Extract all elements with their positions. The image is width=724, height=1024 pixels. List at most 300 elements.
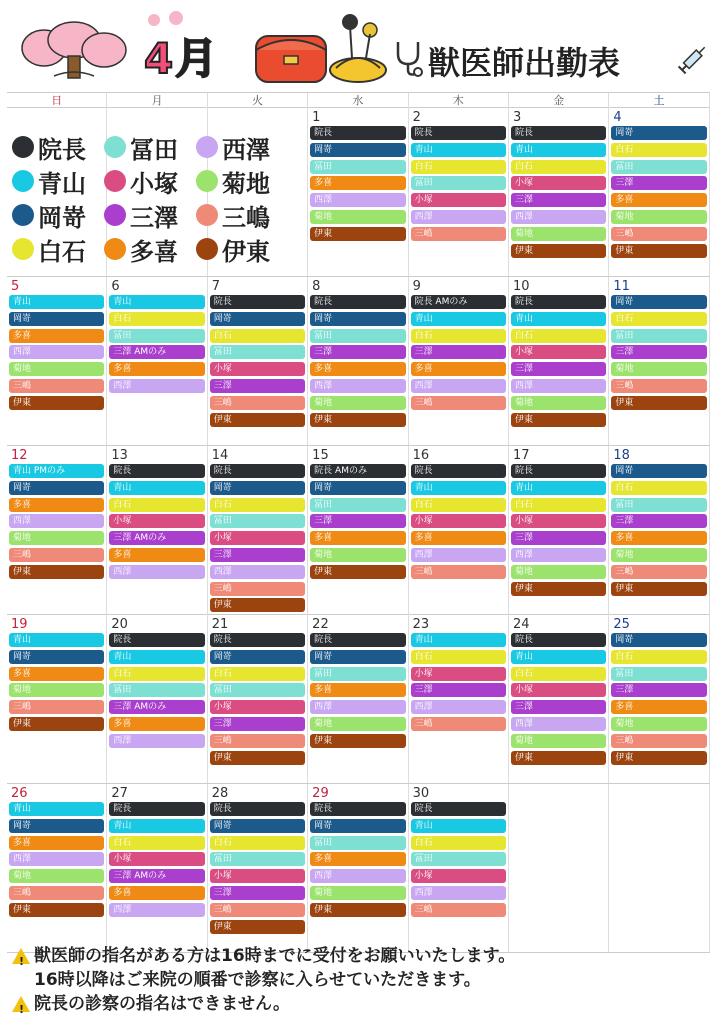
color-dot-icon (196, 204, 218, 226)
shift-bar: 院長 (310, 295, 405, 309)
shift-bar: 三嶋 (9, 548, 104, 562)
shift-bar: 三澤 (210, 379, 305, 393)
note-line (34, 968, 714, 992)
shift-bar: 青山 (109, 819, 204, 833)
shift-bar: 伊東 (210, 413, 305, 427)
shift-bar: 西澤 (411, 210, 506, 224)
shift-bar: 青山 PMのみ (9, 464, 104, 478)
shift-bar: 白石 (411, 650, 506, 664)
shift-bar: 冨田 (310, 498, 405, 512)
shift-bar: 伊東 (210, 598, 305, 612)
shift-bar: 青山 (411, 481, 506, 495)
day-number: 13 (111, 448, 128, 463)
notes (19, 944, 714, 1016)
shift-bar: 多喜 (109, 548, 204, 562)
shift-bar: 菊地 (611, 210, 706, 224)
legend-name: 三澤 (130, 203, 178, 232)
shift-bar: 冨田 (210, 852, 305, 866)
shift-bar: 岡嵜 (210, 819, 305, 833)
shift-bar: 三澤 (310, 345, 405, 359)
color-dot-icon (196, 136, 218, 158)
shift-bar: 菊地 (611, 717, 706, 731)
legend-item (196, 198, 270, 232)
shift-bar: 三嶋 (611, 379, 706, 393)
color-dot-icon (104, 170, 126, 192)
day-cell (308, 615, 408, 783)
shift-bar: 岡嵜 (9, 819, 104, 833)
shift-bar: 三嶋 (411, 227, 506, 241)
day-cell (409, 446, 509, 615)
shift-bar: 三澤 (210, 886, 305, 900)
page-title: 獣医師出勤表 (428, 44, 621, 82)
shift-bar: 西澤 (411, 700, 506, 714)
shift-bar: 青山 (411, 633, 506, 647)
day-number: 28 (211, 786, 229, 801)
shift-bar: 院長 (210, 464, 305, 478)
shift-bar: 多喜 (9, 329, 104, 343)
shift-bar: 白石 (109, 498, 204, 512)
shift-bar: 西澤 (109, 565, 204, 579)
shift-bar: 小塚 (511, 514, 606, 528)
shift-bar: 三嶋 (411, 717, 506, 731)
shift-bar: 西澤 (310, 193, 405, 207)
color-dot-icon (12, 136, 34, 158)
day-number: 23 (412, 617, 430, 632)
weekday-label: 木 (409, 93, 509, 108)
day-cell (208, 277, 308, 445)
day-cell (7, 784, 107, 952)
weekday-header (7, 92, 710, 108)
shift-bar: 多喜 (9, 667, 104, 681)
shift-bar: 三澤 AMのみ (109, 345, 204, 359)
shift-bar: 白石 (210, 498, 305, 512)
shift-bar: 青山 (411, 143, 506, 157)
shift-bar: 三澤 (310, 514, 405, 528)
shift-bar: 小塚 (210, 362, 305, 376)
shift-bar: 三嶋 (611, 734, 706, 748)
shift-bar: 白石 (411, 498, 506, 512)
shift-bar: 西澤 (310, 700, 405, 714)
shift-bar: 伊東 (9, 903, 104, 917)
legend-name: 小塚 (130, 169, 178, 198)
shift-bar: 菊地 (511, 396, 606, 410)
shift-bar: 院長 (210, 802, 305, 816)
shift-bar: 西澤 (109, 379, 204, 393)
shift-bar: 冨田 (310, 329, 405, 343)
legend-item (12, 130, 86, 164)
shift-bar: 岡嵜 (210, 650, 305, 664)
shift-bar: 岡嵜 (611, 295, 706, 309)
note-text: 16時以降はご来院の順番で診察に入らせていただきます。 (34, 970, 481, 990)
day-number: 9 (412, 279, 421, 294)
legend-item (104, 164, 178, 198)
shift-bar: 小塚 (210, 700, 305, 714)
shift-bar: 小塚 (109, 852, 204, 866)
shift-bar: 菊地 (9, 362, 104, 376)
day-cell (609, 784, 709, 952)
shift-bar: 多喜 (310, 852, 405, 866)
shift-bar: 白石 (210, 667, 305, 681)
shift-bar: 伊東 (210, 751, 305, 765)
shift-bar: 院長 (411, 802, 506, 816)
shift-bar: 多喜 (109, 886, 204, 900)
shift-bar: 白石 (511, 667, 606, 681)
cherry-blossom-tree-icon (14, 18, 134, 84)
legend-name: 青山 (38, 169, 86, 198)
note-line (12, 992, 714, 1016)
shift-bar: 三澤 (511, 700, 606, 714)
day-number: 21 (211, 617, 229, 632)
shift-bar: 菊地 (611, 548, 706, 562)
day-cell (509, 784, 609, 952)
shift-bar: 菊地 (511, 227, 606, 241)
shift-bar: 青山 (411, 312, 506, 326)
day-number: 7 (211, 279, 221, 294)
shift-bar: 岡嵜 (611, 126, 706, 140)
day-cell (509, 108, 609, 276)
day-number: 6 (111, 279, 120, 294)
shift-bar: 岡嵜 (9, 312, 104, 326)
day-cell (107, 615, 207, 783)
color-dot-icon (104, 136, 126, 158)
shift-bar: 伊東 (310, 734, 405, 748)
day-cell (107, 784, 207, 952)
legend-item (196, 130, 270, 164)
shift-bar: 西澤 (411, 886, 506, 900)
shift-bar: 菊地 (9, 683, 104, 697)
shift-bar: 多喜 (611, 700, 706, 714)
day-number: 11 (613, 279, 630, 294)
shift-bar: 岡嵜 (210, 312, 305, 326)
color-dot-icon (12, 204, 34, 226)
shift-bar: 三嶋 (210, 396, 305, 410)
shift-bar: 白石 (511, 160, 606, 174)
shift-bar: 西澤 (511, 548, 606, 562)
shift-bar: 白石 (611, 312, 706, 326)
shift-bar: 冨田 (210, 345, 305, 359)
shift-bar: 院長 (310, 633, 405, 647)
shift-bar: 院長 (210, 295, 305, 309)
shift-bar: 冨田 (109, 329, 204, 343)
shift-bar: 西澤 (109, 734, 204, 748)
day-cell (609, 108, 709, 276)
shift-bar: 小塚 (411, 514, 506, 528)
day-number: 26 (11, 786, 28, 801)
legend-name: 冨田 (130, 135, 178, 164)
day-number: 20 (111, 617, 128, 632)
day-number: 29 (312, 786, 329, 801)
shift-bar: 三澤 (611, 176, 706, 190)
day-number: 25 (613, 617, 630, 632)
legend-item (12, 164, 86, 198)
shift-bar: 小塚 (210, 531, 305, 545)
shift-bar: 多喜 (9, 836, 104, 850)
shift-bar: 西澤 (411, 548, 506, 562)
shift-bar: 冨田 (611, 160, 706, 174)
shift-bar: 多喜 (611, 193, 706, 207)
shift-bar: 院長 (310, 126, 405, 140)
shift-bar: 伊東 (9, 396, 104, 410)
shift-bar: 多喜 (310, 531, 405, 545)
legend-item (104, 198, 178, 232)
weekday-label: 日 (7, 93, 107, 108)
legend-name: 多喜 (130, 237, 178, 266)
shift-bar: 院長 (210, 633, 305, 647)
day-cell (308, 277, 408, 445)
shift-bar: 三澤 (411, 683, 506, 697)
shift-bar: 伊東 (310, 903, 405, 917)
hat-and-tulips-icon (326, 12, 388, 88)
shift-bar: 伊東 (9, 717, 104, 731)
day-cell (409, 784, 509, 952)
legend-name: 白石 (38, 237, 86, 266)
shift-bar: 院長 AMのみ (310, 464, 405, 478)
weekday-label: 水 (308, 93, 408, 108)
weekday-label: 金 (509, 93, 609, 108)
day-cell (609, 615, 709, 783)
shift-bar: 多喜 (9, 498, 104, 512)
day-cell (107, 277, 207, 445)
calendar-week (7, 277, 710, 446)
shift-bar: 伊東 (611, 396, 706, 410)
color-dot-icon (196, 170, 218, 192)
shift-bar: 三嶋 (411, 565, 506, 579)
day-cell (409, 615, 509, 783)
shift-bar: 岡嵜 (310, 819, 405, 833)
shift-bar: 白石 (411, 836, 506, 850)
shift-bar: 伊東 (9, 565, 104, 579)
day-number: 22 (312, 617, 329, 632)
day-cell (208, 446, 308, 615)
shift-bar: 多喜 (611, 531, 706, 545)
day-number: 4 (613, 110, 622, 125)
shift-bar: 三澤 AMのみ (109, 531, 204, 545)
shift-bar: 伊東 (310, 565, 405, 579)
shift-bar: 白石 (411, 160, 506, 174)
shift-bar: 西澤 (109, 903, 204, 917)
shift-bar: 院長 (109, 633, 204, 647)
legend-item (196, 232, 270, 266)
shift-bar: 冨田 (611, 498, 706, 512)
shift-bar: 三澤 (411, 345, 506, 359)
shift-bar: 三澤 (511, 362, 606, 376)
shift-bar: 多喜 (411, 531, 506, 545)
shift-bar: 菊地 (611, 362, 706, 376)
shift-bar: 西澤 (9, 852, 104, 866)
day-number: 17 (512, 448, 530, 463)
day-cell (609, 277, 709, 445)
shift-bar: 伊東 (511, 244, 606, 258)
shift-bar: 伊東 (611, 751, 706, 765)
color-dot-icon (196, 238, 218, 260)
shift-bar: 西澤 (9, 514, 104, 528)
day-number: 2 (412, 110, 421, 125)
shift-bar: 院長 (411, 464, 506, 478)
shift-bar: 三澤 (210, 548, 305, 562)
shift-bar: 三澤 (210, 717, 305, 731)
shift-bar: 三澤 AMのみ (109, 869, 204, 883)
shift-bar: 三嶋 (210, 903, 305, 917)
shift-bar: 白石 (109, 836, 204, 850)
shift-bar: 西澤 (310, 869, 405, 883)
day-cell (409, 108, 509, 276)
shift-bar: 西澤 (210, 565, 305, 579)
shift-bar: 菊地 (310, 548, 405, 562)
shift-bar: 白石 (411, 329, 506, 343)
shift-bar: 白石 (109, 312, 204, 326)
shift-bar: 三澤 (511, 193, 606, 207)
shift-bar: 白石 (210, 329, 305, 343)
shift-bar: 青山 (9, 802, 104, 816)
shift-bar: 菊地 (511, 565, 606, 579)
legend-name: 西澤 (222, 135, 270, 164)
shift-bar: 冨田 (611, 667, 706, 681)
shift-bar: 岡嵜 (310, 481, 405, 495)
day-cell (7, 277, 107, 445)
legend-item (104, 232, 178, 266)
shift-bar: 多喜 (109, 717, 204, 731)
day-cell (509, 446, 609, 615)
day-cell (308, 784, 408, 952)
shift-bar: 西澤 (511, 210, 606, 224)
shift-bar: 三嶋 (611, 227, 706, 241)
note-text: 院長の診察の指名はできません。 (34, 994, 291, 1014)
legend-item (196, 164, 270, 198)
day-number: 14 (211, 448, 229, 463)
shift-bar: 伊東 (611, 582, 706, 596)
legend-name: 伊東 (222, 237, 270, 266)
shift-bar: 菊地 (9, 531, 104, 545)
shift-bar: 院長 AMのみ (411, 295, 506, 309)
shift-bar: 院長 (511, 464, 606, 478)
day-number: 24 (512, 617, 530, 632)
day-number: 18 (613, 448, 630, 463)
day-number: 16 (412, 448, 430, 463)
shift-bar: 小塚 (411, 869, 506, 883)
day-number: 8 (312, 279, 321, 294)
staff-legend (12, 130, 284, 280)
day-cell (509, 277, 609, 445)
shift-bar: 白石 (611, 481, 706, 495)
legend-name: 菊地 (222, 169, 270, 198)
shift-bar: 青山 (109, 650, 204, 664)
shift-bar: 青山 (511, 143, 606, 157)
shift-bar: 小塚 (411, 667, 506, 681)
school-bag-icon (250, 26, 332, 86)
shift-bar: 岡嵜 (611, 633, 706, 647)
shift-bar: 青山 (511, 481, 606, 495)
shift-bar: 伊東 (310, 413, 405, 427)
shift-bar: 西澤 (310, 379, 405, 393)
day-cell (308, 446, 408, 615)
legend-item (12, 232, 86, 266)
shift-bar: 菊地 (9, 869, 104, 883)
shift-bar: 青山 (9, 633, 104, 647)
shift-bar: 岡嵜 (9, 481, 104, 495)
weekday-label: 火 (208, 93, 308, 108)
weekday-label: 土 (609, 93, 709, 108)
day-number: 27 (111, 786, 128, 801)
shift-bar: 三嶋 (9, 379, 104, 393)
shift-bar: 西澤 (511, 717, 606, 731)
shift-bar: 伊東 (511, 582, 606, 596)
shift-bar: 白石 (611, 143, 706, 157)
shift-bar: 白石 (210, 836, 305, 850)
day-cell (107, 446, 207, 615)
shift-bar: 小塚 (511, 345, 606, 359)
shift-bar: 院長 (109, 802, 204, 816)
shift-bar: 三嶋 (9, 700, 104, 714)
shift-bar: 院長 (310, 802, 405, 816)
shift-bar: 白石 (109, 667, 204, 681)
day-cell (7, 446, 107, 615)
shift-bar: 三澤 (611, 345, 706, 359)
shift-bar: 院長 (511, 126, 606, 140)
shift-bar: 白石 (511, 498, 606, 512)
shift-bar: 冨田 (611, 329, 706, 343)
note-line (12, 944, 714, 968)
syringe-icon (672, 40, 712, 80)
shift-bar: 白石 (511, 329, 606, 343)
day-number: 15 (312, 448, 329, 463)
weekday-label: 月 (107, 93, 207, 108)
shift-bar: 院長 (511, 633, 606, 647)
shift-bar: 菊地 (310, 717, 405, 731)
shift-bar: 伊東 (310, 227, 405, 241)
day-cell (208, 784, 308, 952)
day-cell (7, 615, 107, 783)
calendar-week (7, 615, 710, 784)
shift-bar: 小塚 (411, 193, 506, 207)
day-cell (509, 615, 609, 783)
shift-bar: 多喜 (109, 362, 204, 376)
shift-bar: 冨田 (210, 514, 305, 528)
shift-bar: 冨田 (411, 852, 506, 866)
shift-bar: 青山 (411, 819, 506, 833)
shift-bar: 岡嵜 (310, 143, 405, 157)
shift-bar: 伊東 (511, 751, 606, 765)
header (0, 0, 724, 92)
shift-bar: 岡嵜 (611, 464, 706, 478)
shift-bar: 多喜 (411, 362, 506, 376)
shift-bar: 菊地 (310, 886, 405, 900)
shift-bar: 青山 (109, 295, 204, 309)
note-text: 獣医師の指名がある方は16時までに受付をお願いいたします。 (34, 946, 516, 966)
shift-bar: 冨田 (310, 160, 405, 174)
shift-bar: 三嶋 (411, 396, 506, 410)
shift-bar: 青山 (511, 312, 606, 326)
shift-bar: 小塚 (109, 514, 204, 528)
shift-bar: 多喜 (310, 176, 405, 190)
shift-bar: 西澤 (411, 379, 506, 393)
shift-bar: 冨田 (310, 836, 405, 850)
day-number: 12 (11, 448, 28, 463)
shift-bar: 西澤 (9, 345, 104, 359)
stethoscope-icon (392, 38, 426, 78)
day-cell (208, 615, 308, 783)
shift-bar: 三澤 (611, 683, 706, 697)
warning-icon: ! (12, 948, 30, 964)
shift-bar: 多喜 (310, 683, 405, 697)
shift-bar: 三嶋 (210, 734, 305, 748)
day-number: 3 (512, 110, 522, 125)
shift-bar: 小塚 (210, 869, 305, 883)
shift-bar: 冨田 (210, 683, 305, 697)
calendar-week (7, 784, 710, 953)
shift-bar: 三嶋 (9, 886, 104, 900)
shift-bar: 岡嵜 (210, 481, 305, 495)
legend-name: 岡嵜 (38, 203, 86, 232)
